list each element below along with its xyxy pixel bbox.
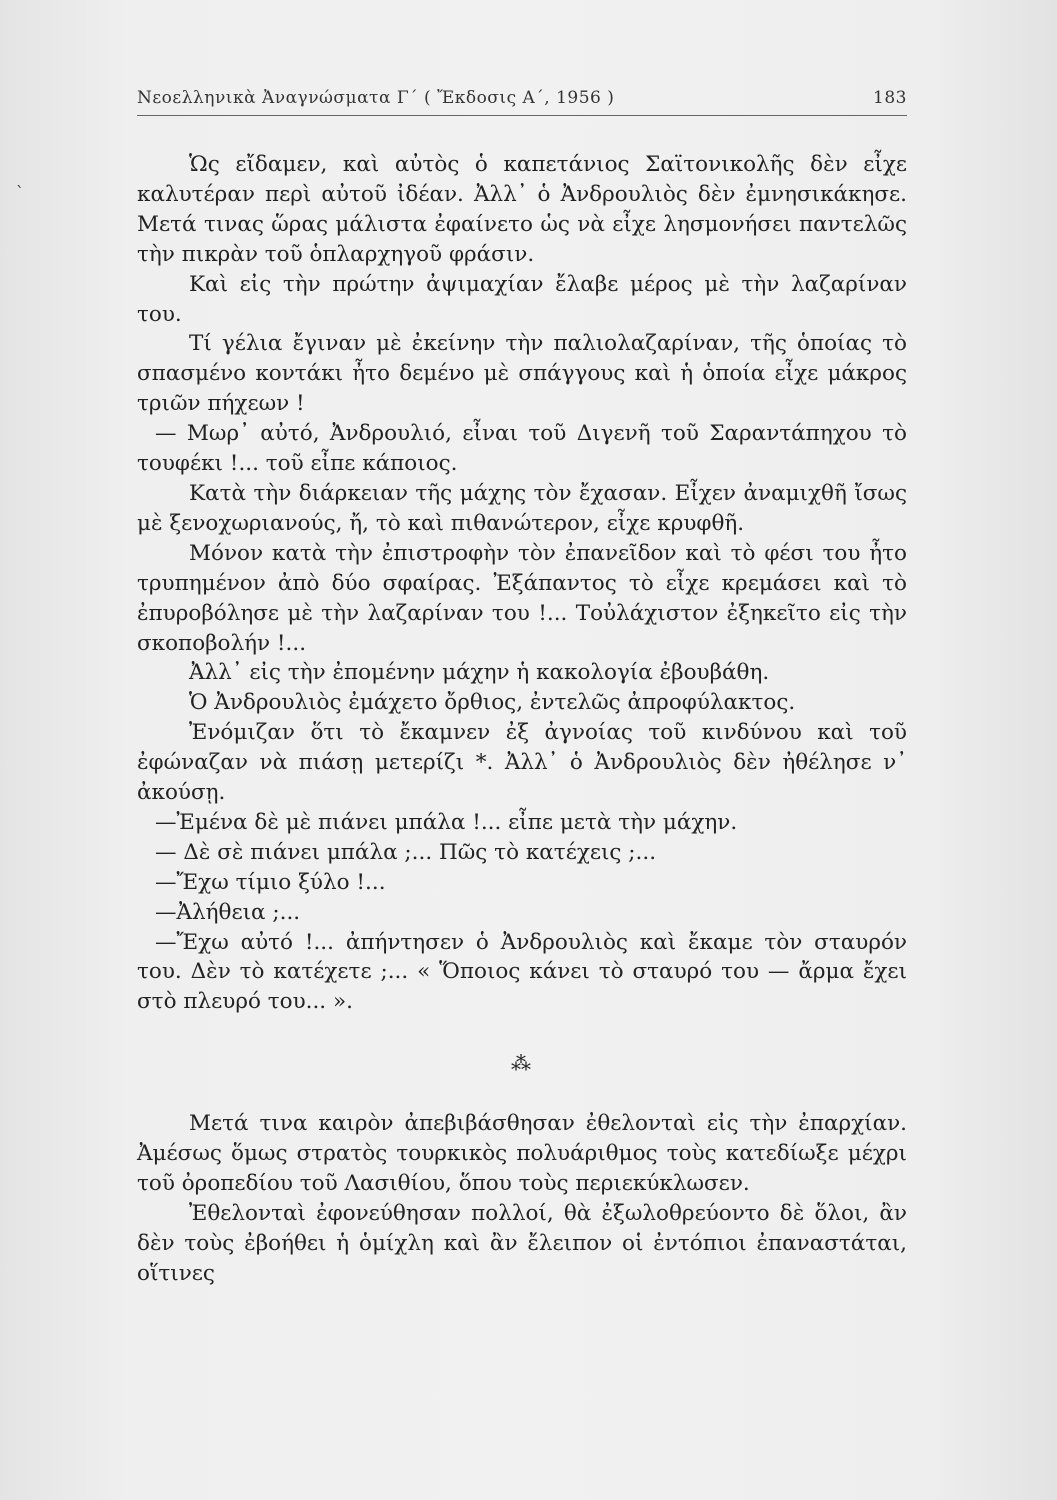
paragraph-after-1: Μετά τινα καιρὸν ἀπεβιβάσθησαν ἐθελονταὶ εἰς τὴν ἐπαρχίαν. Ἀμέσως ὅμως στρατὸς τουρκικὸς πολυάριθμος τοὺς κατεδίωξε μέχρι τοῦ ὀροπεδίου τοῦ Λασιθίου, ὅπου τοὺς περιεκύκλωσεν.: [137, 1111, 907, 1197]
paragraph-after-2: Ἐθελονταὶ ἐφονεύθησαν πολλοί, θὰ ἐξωλοθρεύοντο δὲ ὅλοι, ἂν δὲν τοὺς ἐβοήθει ἡ ὁμίχλη καὶ ἂν ἔλειπον οἱ ἐντόπιοι ἐπαναστάται, οἵτινες: [137, 1201, 907, 1286]
paragraph-6: Μόνον κατὰ τὴν ἐπιστροφὴν τὸν ἐπανεῖδον καὶ τὸ φέσι του ἦτο τρυπημένον ἀπὸ δύο σφαίρας. Ἐξάπαντος τὸ εἶχε κρεμάσει καὶ τὸ ἐπυροβόλησε μὲ τὴν λαζαρίναν του !... Τοὐλάχιστον ἐξηκεῖτο εἰς τὴν σκοποβολήν !...: [137, 540, 907, 656]
dialogue-line-1: —Ἐμένα δὲ μὲ πιάνει μπάλα !... εἶπε μετὰ τὴν μάχην.: [155, 809, 738, 835]
book-title: Νεοελληνικὰ Ἀναγνώσματα Γ΄ ( Ἔκδοσις Α΄, 1956 ): [137, 88, 615, 108]
page-number: 183: [873, 88, 907, 108]
running-header: [137, 84, 907, 112]
margin-mark: `: [16, 183, 24, 202]
paragraph-7: Ἀλλ᾿ εἰς τὴν ἐπομένην μάχην ἡ κακολογία ἐβουβάθη.: [189, 660, 770, 686]
paragraph-3: Τί γέλια ἔγιναν μὲ ἐκείνην τὴν παλιολαζαρίναν, τῆς ὁποίας τὸ σπασμένο κοντάκι ἦτο δεμένο μὲ σπάγγους καὶ ἡ ὁποία εἶχε μάκρος τριῶν πήχεων !: [137, 331, 907, 417]
section-asterism: ⁂: [511, 1051, 533, 1076]
paragraph-4: — Μωρ᾿ αὐτό, Ἀνδρουλιό, εἶναι τοῦ Διγενῆ τοῦ Σαραντάπηχου τὸ τουφέκι !... τοῦ εἶπε κάποιος.: [137, 421, 907, 477]
paragraph-2: Καὶ εἰς τὴν πρώτην ἀψιμαχίαν ἔλαβε μέρος μὲ τὴν λαζαρίναν του.: [137, 271, 907, 327]
dialogue-line-2: — Δὲ σὲ πιάνει μπάλα ;... Πῶς τὸ κατέχεις ;...: [155, 839, 657, 865]
paragraph-1: Ὡς εἴδαμεν, καὶ αὐτὸς ὁ καπετάνιος Σαϊτονικολῆς δὲν εἶχε καλυτέραν περὶ αὐτοῦ ἰδέαν. Ἀλλ᾿ ὁ Ἀνδρουλιὸς δὲν ἐμνησικάκησε. Μετά τινας ὥρας μάλιστα ἐφαίνετο ὡς νὰ εἶχε λησμονήσει παντελῶς τὴν πικρὰν τοῦ ὁπλαρχηγοῦ φράσιν.: [137, 152, 907, 267]
paragraph-9: Ἐνόμιζαν ὅτι τὸ ἔκαμνεν ἐξ ἀγνοίας τοῦ κινδύνου καὶ τοῦ ἐφώναζαν νὰ πιάσῃ μετερίζι *. Ἀλλ᾿ ὁ Ἀνδρουλιὸς δὲν ἠθέλησε ν᾿ ἀκούσῃ.: [137, 720, 907, 806]
body-text: [137, 150, 907, 1289]
dialogue-line-4: —Ἀλήθεια ;...: [155, 899, 301, 925]
dialogue-line-5: —Ἔχω αὐτό !... ἀπήντησεν ὁ Ἀνδρουλιὸς καὶ ἔκαμε τὸν σταυρόν του. Δὲν τὸ κατέχετε ;... « Ὅποιος κάνει τὸ σταυρό του — ἄρμα ἔχει στὸ πλευρό του... ».: [137, 929, 907, 1015]
header-rule: [137, 115, 907, 116]
paragraph-8: Ὁ Ἀνδρουλιὸς ἐμάχετο ὄρθιος, ἐντελῶς ἀπροφύλακτος.: [189, 690, 796, 716]
dialogue-line-3: —Ἔχω τίμιο ξύλο !...: [155, 869, 386, 895]
paragraph-5: Κατὰ τὴν διάρκειαν τῆς μάχης τὸν ἔχασαν. Εἶχεν ἀναμιχθῆ ἴσως μὲ ξενοχωριανούς, ἤ, τὸ καὶ πιθανώτερον, εἶχε κρυφθῆ.: [137, 480, 907, 536]
